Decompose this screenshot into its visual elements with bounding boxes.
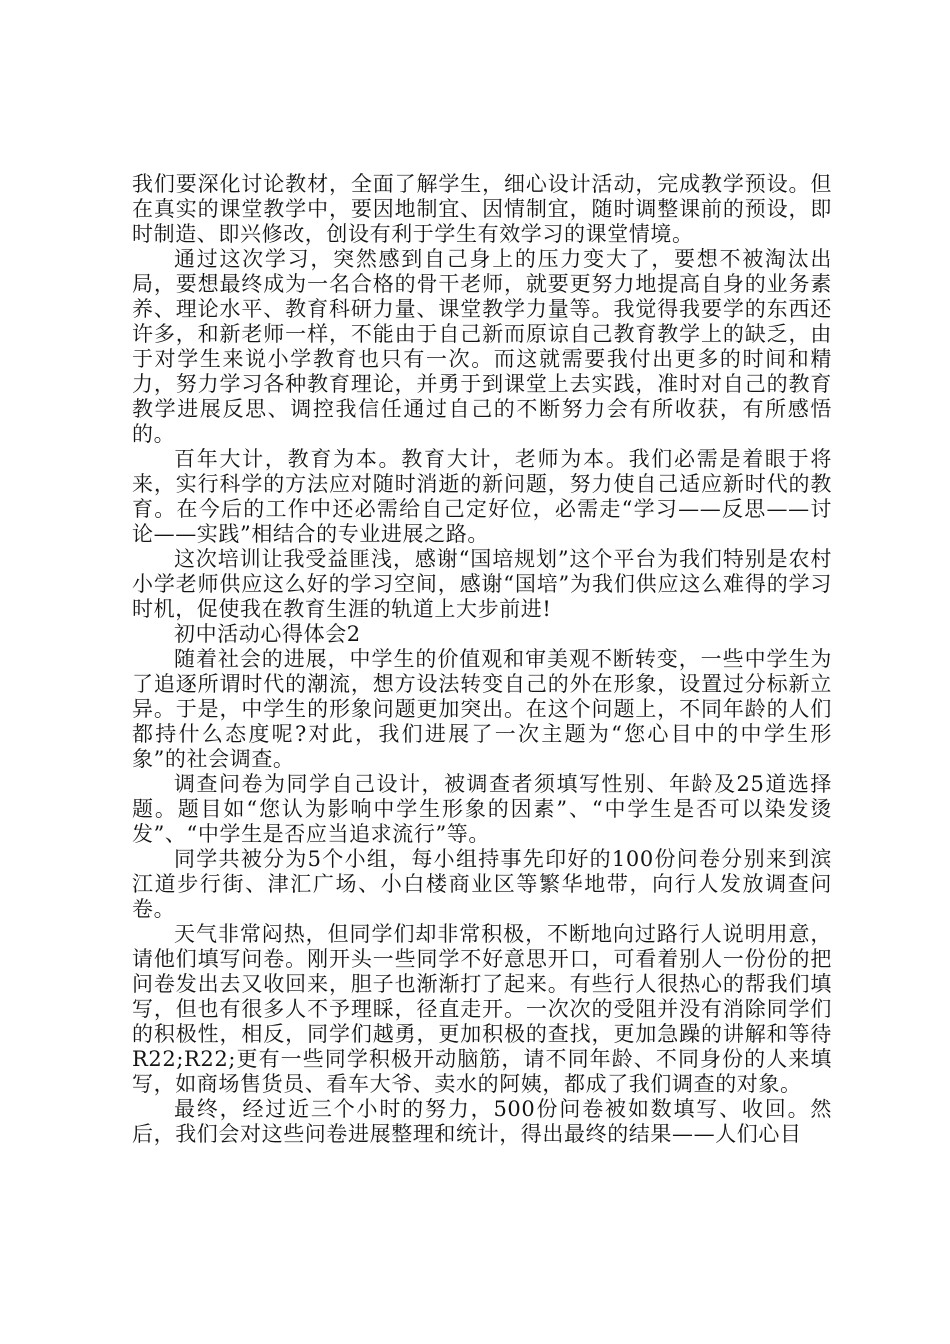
paragraph-7: 同学共被分为5个小组，每小组持事先印好的100份问卷分别来到滨江道步行街、津汇广场、小白楼商业区等繁华地带，向行人发放调查问卷。 (132, 847, 832, 921)
paragraph-5: 随着社会的进展，中学生的价值观和审美观不断转变，一些中学生为了追逐所谓时代的潮流，想方设法转变自己的外在形象，设置过分标新立异。于是，中学生的形象问题更加突出。在这个问题上，不同年龄的人们都持什么态度呢?对此，我们进展了一次主题为“您心目中的中学生形象”的社会调查。 (132, 647, 832, 771)
paragraph-8: 天气非常闷热，但同学们却非常积极，不断地向过路行人说明用意，请他们填写问卷。刚开头一些同学不好意思开口，可看着别人一份份的把问卷发出去又收回来，胆子也渐渐打了起来。有些行人很热心的帮我们填写，但也有很多人不予理睬，径直走开。一次次的受阻并没有消除同学们的积极性，相反，同学们越勇，更加积极的查找，更加急躁的讲解和等待R22;R22;更有一些同学积极开动脑筋，请不同年龄、不同身份的人来填写，如商场售货员、看车大爷、卖水的阿姨，都成了我们调查的对象。 (132, 922, 832, 1096)
paragraph-9: 最终，经过近三个小时的努力，500份问卷被如数填写、收回。然后，我们会对这些问卷进展整理和统计，得出最终的结果——人们心目 (132, 1097, 832, 1146)
paragraph-4: 这次培训让我受益匪浅，感谢“国培规划”这个平台为我们特别是农村小学老师供应这么好的学习空间，感谢“国培”为我们供应这么难得的学习时机，促使我在教育生涯的轨道上大步前进! (132, 547, 832, 621)
paragraph-3: 百年大计，教育为本。教育大计，老师为本。我们必需是着眼于将来，实行科学的方法应对随时消逝的新问题，努力使自己适应新时代的教育。在今后的工作中还必需给自己定好位，必需走“学习——反思——讨论——实践”相结合的专业进展之路。 (132, 447, 832, 546)
document-body (132, 172, 832, 1147)
paragraph-6: 调查问卷为同学自己设计，被调查者须填写性别、年龄及25道选择题。题目如“您认为影响中学生形象的因素”、“中学生是否可以染发烫发”、“中学生是否应当追求流行”等。 (132, 772, 832, 846)
paragraph-1: 我们要深化讨论教材，全面了解学生，细心设计活动，完成教学预设。但在真实的课堂教学中，要因地制宜、因情制宜，随时调整课前的预设，即时制造、即兴修改，创设有利于学生有效学习的课堂情境。 (132, 172, 832, 246)
section-heading: 初中活动心得体会2 (174, 622, 361, 646)
paragraph-2: 通过这次学习，突然感到自己身上的压力变大了，要想不被淘汰出局，要想最终成为一名合格的骨干老师，就要更努力地提高自身的业务素养、理论水平、教育科研力量、课堂教学力量等。我觉得我要学的东西还许多，和新老师一样，不能由于自己新而原谅自己教育教学上的缺乏，由于对学生来说小学教育也只有一次。而这就需要我付出更多的时间和精力，努力学习各种教育理论，并勇于到课堂上去实践，准时对自己的教育教学进展反思、调控我信任通过自己的不断努力会有所收获，有所感悟的。 (132, 247, 832, 446)
